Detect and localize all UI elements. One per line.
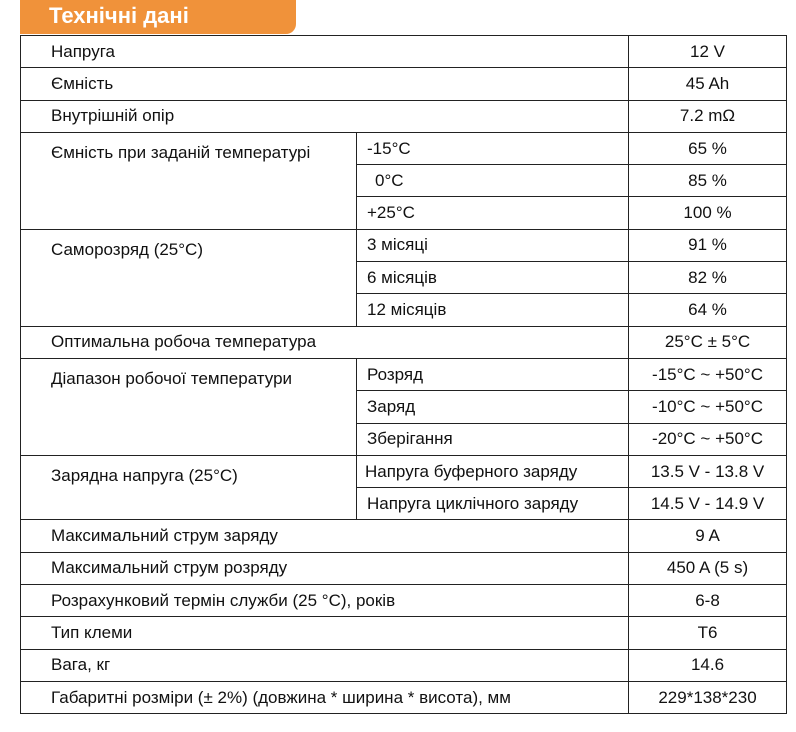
spec-value: 13.5 V - 13.8 V [629, 455, 787, 487]
spec-value: 9 A [629, 520, 787, 552]
spec-condition: Зберігання [357, 423, 629, 455]
table-row [21, 585, 787, 617]
table-row [21, 100, 787, 132]
spec-value: 65 % [629, 132, 787, 164]
spec-value: 64 % [629, 294, 787, 326]
spec-value: T6 [629, 617, 787, 649]
spec-value: 14.6 [629, 649, 787, 681]
spec-label: Ємність [21, 68, 629, 100]
specs-table [20, 35, 787, 714]
spec-condition: 6 місяців [357, 262, 629, 294]
spec-value: 25°C ± 5°C [629, 326, 787, 358]
spec-value: 12 V [629, 36, 787, 68]
spec-condition: 0°C [357, 165, 629, 197]
section-title: Технічні дані [49, 3, 189, 28]
spec-condition: Заряд [357, 391, 629, 423]
spec-label: Тип клеми [21, 617, 629, 649]
spec-condition: +25°C [357, 197, 629, 229]
spec-value: 85 % [629, 165, 787, 197]
spec-value: 6-8 [629, 585, 787, 617]
spec-label: Максимальний струм розряду [21, 552, 629, 584]
spec-label: Максимальний струм заряду [21, 520, 629, 552]
spec-condition: -15°C [357, 132, 629, 164]
table-row [21, 617, 787, 649]
spec-value: 14.5 V - 14.9 V [629, 488, 787, 520]
table-row [21, 455, 787, 487]
spec-condition: Напруга буферного заряду [357, 455, 629, 487]
table-row [21, 36, 787, 68]
spec-value: -10°C ~ +50°C [629, 391, 787, 423]
spec-value: 7.2 mΩ [629, 100, 787, 132]
table-row [21, 358, 787, 390]
table-row [21, 520, 787, 552]
spec-value: 45 Ah [629, 68, 787, 100]
spec-label: Розрахунковий термін служби (25 °C), років [21, 585, 629, 617]
spec-value: -20°C ~ +50°C [629, 423, 787, 455]
table-row [21, 229, 787, 261]
spec-label: Габаритні розміри (± 2%) (довжина * ширина * висота), мм [21, 681, 629, 713]
table-row [21, 132, 787, 164]
spec-condition: Напруга циклічного заряду [357, 488, 629, 520]
spec-condition: 12 місяців [357, 294, 629, 326]
spec-label: Ємність при заданій температурі [21, 132, 357, 229]
spec-label: Вага, кг [21, 649, 629, 681]
spec-value: -15°C ~ +50°C [629, 358, 787, 390]
table-row [21, 649, 787, 681]
spec-condition: 3 місяці [357, 229, 629, 261]
spec-value: 100 % [629, 197, 787, 229]
spec-condition: Розряд [357, 358, 629, 390]
spec-value: 91 % [629, 229, 787, 261]
spec-value: 82 % [629, 262, 787, 294]
spec-label: Внутрішній опір [21, 100, 629, 132]
spec-label: Оптимальна робоча температура [21, 326, 629, 358]
table-row [21, 326, 787, 358]
table-row [21, 681, 787, 713]
spec-label: Напруга [21, 36, 629, 68]
spec-value: 229*138*230 [629, 681, 787, 713]
spec-label: Зарядна напруга (25°C) [21, 455, 357, 520]
table-row [21, 68, 787, 100]
spec-value: 450 A (5 s) [629, 552, 787, 584]
table-row [21, 552, 787, 584]
spec-label: Діапазон робочої температури [21, 358, 357, 455]
spec-label: Саморозряд (25°C) [21, 229, 357, 326]
